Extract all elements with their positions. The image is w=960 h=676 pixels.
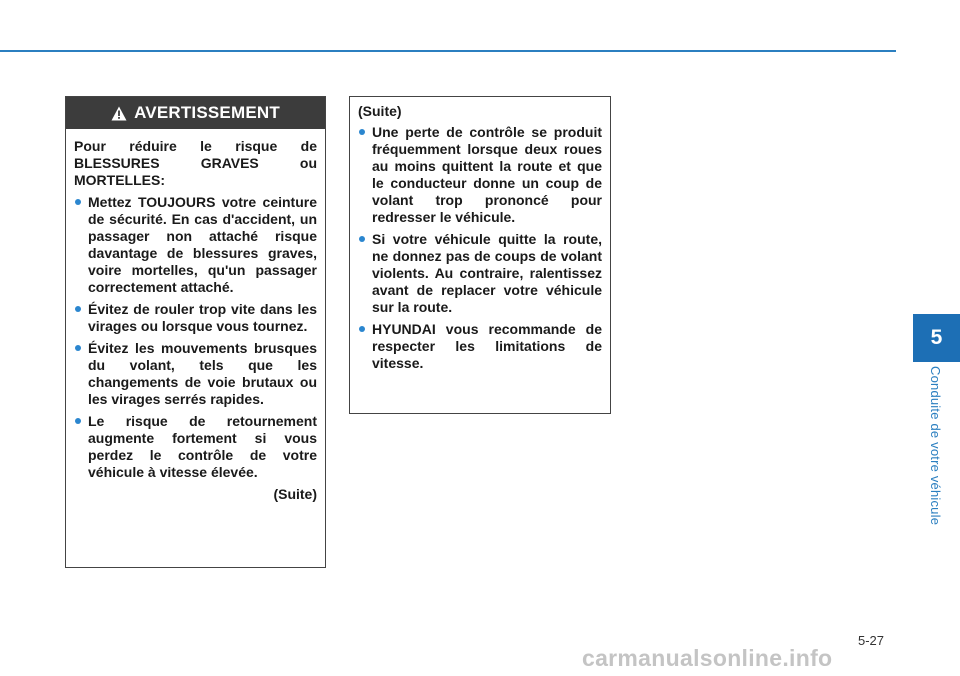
- bullet-dot: [359, 326, 365, 332]
- continuation-label: (Suite): [358, 103, 402, 119]
- list-item-text: Mettez TOUJOURS votre ceinture de sécurité. En cas d'accident, un passager non attaché risque davantage de blessures graves, voire mortelles, qu'un passager correctement attaché.: [88, 194, 317, 295]
- list-item: [74, 194, 317, 296]
- warning-box: [65, 96, 326, 568]
- header-rule: [0, 50, 896, 52]
- chapter-side-title: Conduite de votre véhicule: [928, 366, 943, 526]
- watermark-bottom[interactable]: carmanualsonline.info: [582, 645, 833, 671]
- list-item: [358, 321, 602, 372]
- bullet-dot: [359, 129, 365, 135]
- bullet-dot: [75, 345, 81, 351]
- bullet-dot: [359, 236, 365, 242]
- list-item-text: HYUNDAI vous recommande de respecter les limitations de vitesse.: [372, 321, 602, 371]
- bullet-dot: [75, 418, 81, 424]
- warning-intro: Pour réduire le risque de BLESSURES GRAVES ou MORTELLES:: [74, 138, 317, 188]
- bullet-dot: [75, 199, 81, 205]
- list-item: [74, 301, 317, 335]
- warning-header: [66, 97, 325, 129]
- list-item: [358, 231, 602, 316]
- list-item: [74, 340, 317, 408]
- list-item-text: Le risque de retournement augmente fortement si vous perdez le contrôle de votre véhicule à vitesse élevée.: [88, 413, 317, 480]
- page-number: 5-27: [858, 633, 885, 648]
- warning-continuation-content: [350, 97, 610, 372]
- list-item-text: Évitez de rouler trop vite dans les virages ou lorsque vous tournez.: [88, 301, 317, 334]
- chapter-tab: 5: [913, 314, 960, 362]
- list-item-text: Une perte de contrôle se produit fréquemment lorsque deux roues au moins quittent la route et que le conducteur donne un coup de volant trop prononcé pour redresser le véhicule.: [372, 124, 602, 225]
- bullet-dot: [75, 306, 81, 312]
- list-item: [358, 124, 602, 226]
- warning-list-left: [74, 194, 317, 481]
- warning-content: [66, 129, 325, 503]
- warning-triangle-icon: [111, 106, 127, 121]
- warning-title: AVERTISSEMENT: [134, 103, 280, 122]
- list-item-text: Si votre véhicule quitte la route, ne donnez pas de coups de volant violents. Au contraire, ralentissez avant de replacer votre véhicule sur la route.: [372, 231, 602, 315]
- continued-label: (Suite): [273, 486, 317, 502]
- warning-list-right: [358, 124, 602, 372]
- warning-continuation-box: [349, 96, 611, 414]
- list-item-text: Évitez les mouvements brusques du volant, tels que les changements de voie brutaux ou les virages serrés rapides.: [88, 340, 317, 407]
- list-item: [74, 413, 317, 481]
